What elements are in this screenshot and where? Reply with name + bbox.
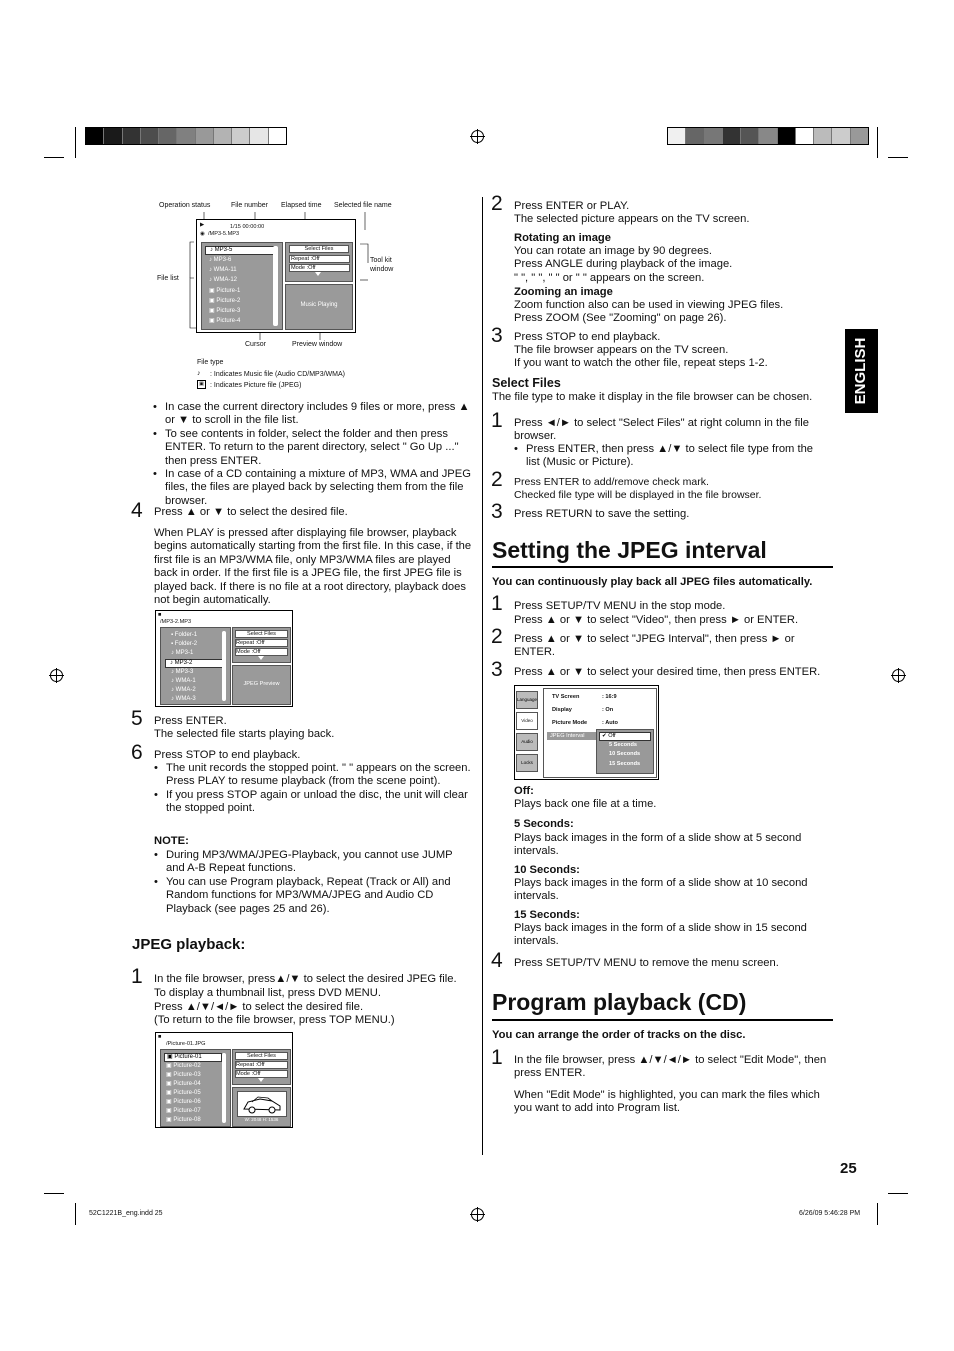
page-number: 25	[840, 1160, 857, 1177]
preview-text: JPEG Preview	[243, 681, 280, 687]
stop-status-icon: ■	[158, 612, 162, 618]
step-number: 1	[491, 409, 503, 432]
jpeg-step-1a: In the file browser, press▲/▼ to select the desired JPEG file.	[154, 973, 457, 985]
registration-mark-icon	[892, 669, 905, 682]
step-2-detail: The selected picture appears on the TV screen.	[514, 213, 750, 225]
list-item[interactable]: ▣ Picture-04	[166, 1081, 201, 1087]
crop-mark	[877, 1203, 878, 1225]
path-text: /MP3-5.MP3	[208, 231, 240, 237]
label-preview-window: Preview window	[292, 341, 343, 348]
fifteen-seconds-desc: Plays back images in the form of a slide show in 15 second intervals.	[514, 922, 807, 948]
rotating-3: " ", " ", " " or " " appears on the screen.	[514, 272, 705, 284]
crop-mark	[75, 1203, 76, 1225]
registration-mark-icon	[50, 669, 63, 682]
file-type-picture: : Indicates Picture file (JPEG)	[210, 382, 302, 389]
preview-panel	[232, 665, 291, 705]
five-seconds-title: 5 Seconds:	[514, 818, 574, 830]
heading-rule	[492, 566, 833, 568]
file-browser-screen-2	[155, 610, 293, 707]
file-browser-screen-1	[196, 219, 356, 333]
program-step-1a: In the file browser, press ▲/▼/◄/► to select "Edit Mode", then press ENTER.	[514, 1054, 827, 1080]
path-text: /MP3-2.MP3	[160, 619, 192, 625]
setting-tv-screen[interactable]: TV Screen	[552, 694, 580, 700]
step-number: 3	[491, 500, 503, 523]
label-elapsed-time: Elapsed time	[281, 202, 322, 209]
off-desc: Plays back one file at a time.	[514, 798, 657, 810]
step-number: 2	[491, 468, 503, 491]
list-item[interactable]: ♪ WMA-3	[171, 696, 196, 702]
select-step-1-bullets	[514, 443, 824, 470]
column-divider	[482, 197, 483, 1155]
step-2-text: Press ENTER or PLAY.	[514, 200, 630, 212]
crop-mark	[888, 157, 908, 158]
list-item[interactable]: ♪ WMA-12	[209, 277, 238, 283]
jpeg-step-1b: To display a thumbnail list, press DVD MENU.	[154, 987, 381, 999]
step-6-text: Press STOP to end playback.	[154, 749, 301, 761]
registration-mark-icon	[471, 130, 484, 143]
tool-kit-panel	[232, 1049, 291, 1085]
tab-language[interactable]: Language	[516, 691, 538, 709]
option-off[interactable]: ✔ Off	[599, 732, 651, 741]
zooming-2: Press ZOOM (See "Zooming" on page 26).	[514, 312, 727, 324]
step-number: 1	[491, 592, 503, 615]
jpeg-interval-heading: Setting the JPEG interval	[492, 537, 767, 563]
setting-picture-mode[interactable]: Picture Mode	[552, 720, 588, 726]
select-files-button[interactable]: Select Files	[235, 1052, 288, 1060]
video-settings-panel	[543, 688, 657, 778]
jpeg-step-4: Press SETUP/TV MENU to remove the menu screen.	[514, 957, 779, 969]
step-6-bullets	[154, 762, 472, 816]
crop-mark	[877, 127, 878, 158]
jpeg-step-1b: Press ▲ or ▼ to select "Video", then press ► or ENTER.	[514, 614, 799, 626]
setup-menu-screen	[514, 685, 659, 780]
option-5-seconds[interactable]: 5 Seconds	[609, 742, 637, 748]
label-file-number: File number	[231, 202, 268, 209]
select-step-1: Press ◄/► to select "Select Files" at right column in the file browser.	[514, 417, 809, 443]
list-item[interactable]: ♪ MP3-1	[171, 650, 194, 656]
label-operation-status: Operation status	[159, 202, 211, 209]
list-item[interactable]: ▣ Picture-05	[166, 1090, 201, 1096]
preview-panel	[285, 284, 353, 330]
ten-seconds-title: 10 Seconds:	[514, 864, 580, 876]
label-selected-file-name: Selected file name	[334, 202, 392, 209]
step-5-detail: The selected file starts playing back.	[154, 728, 335, 740]
zooming-title: Zooming an image	[514, 286, 613, 298]
registration-mark-icon	[471, 1208, 484, 1221]
list-item[interactable]: ▣ Picture-06	[166, 1099, 201, 1105]
color-bar-left	[85, 127, 287, 145]
preview-panel	[232, 1087, 291, 1127]
label-cursor: Cursor	[245, 341, 267, 348]
step-number: 3	[491, 658, 503, 681]
note-title: NOTE:	[154, 835, 189, 847]
select-step-2a: Press ENTER to add/remove check mark.	[514, 476, 709, 488]
step-number: 5	[131, 707, 143, 730]
tab-locks[interactable]: Locks	[516, 754, 538, 772]
chevron-down-icon[interactable]	[258, 1078, 264, 1082]
jpeg-playback-heading: JPEG playback:	[132, 936, 246, 953]
scrollbar[interactable]	[273, 246, 278, 326]
list-item[interactable]: ♪ WMA-2	[171, 687, 196, 693]
file-list-panel	[201, 242, 283, 330]
tab-video[interactable]: Video	[516, 712, 538, 730]
step-4-paragraph: When PLAY is pressed after displaying file browser, playback begins automatically starting from the first file. In this case, if the first file is an MP3/WMA file, only MP3/WMA files are played back in order. If the first file is a JPEG file, the first JPEG file is played back. If there is no file at a root directory, playback does not begin automatically.	[154, 527, 472, 607]
preview-text: Music Playing	[300, 302, 338, 308]
bullet-folder: • To see contents in folder, select the folder and then press ENTER. To return to the parent directory, select " Go Up ..." then press ENTER.	[153, 428, 473, 468]
crop-mark	[75, 127, 76, 158]
repeat-setting[interactable]: Repeat :Off	[235, 639, 288, 647]
jpeg-step-1d: (To return to the file browser, press TOP MENU.)	[154, 1014, 395, 1026]
rotating-1: You can rotate an image by 90 degrees.	[514, 245, 712, 257]
jpeg-step-3: Press ▲ or ▼ to select your desired time, then press ENTER.	[514, 666, 821, 678]
tool-kit-panel	[285, 242, 353, 282]
chevron-down-icon[interactable]	[258, 656, 264, 660]
list-item[interactable]: ▣ Picture-4	[209, 318, 241, 324]
step-number: 4	[131, 499, 143, 522]
step-3-text: Press STOP to end playback.	[514, 331, 661, 343]
program-step-1b: When "Edit Mode" is highlighted, you can mark the files which you want to add into Program list.	[514, 1089, 820, 1115]
five-seconds-desc: Plays back images in the form of a slide show at 5 second intervals.	[514, 832, 802, 858]
value-tv-screen: : 16:9	[602, 694, 617, 700]
list-item[interactable]: ▣ Picture-1	[209, 288, 241, 294]
disc-icon: ◉	[200, 231, 205, 237]
step-number: 3	[491, 324, 503, 347]
file-type-music: : Indicates Music file (Audio CD/MP3/WMA)	[210, 371, 345, 378]
file-type-title: File type	[197, 359, 224, 366]
image-dimensions: W: 2048 H: 1536	[244, 1117, 279, 1122]
option-15-seconds[interactable]: 15 Seconds	[609, 761, 641, 767]
list-item[interactable]: ♪ MP3-6	[209, 257, 232, 263]
setting-display[interactable]: Display	[552, 707, 572, 713]
step-3-detail-2: If you want to watch the other file, repeat steps 1-2.	[514, 357, 768, 369]
step-number: 4	[491, 949, 503, 972]
bullet-scroll: • In case the current directory includes 9 files or more, press ▲ or ▼ to scroll in the file list.	[153, 401, 473, 428]
tab-audio[interactable]: Audio	[516, 733, 538, 751]
list-item[interactable]: ▣ Picture-07	[166, 1108, 201, 1114]
list-item[interactable]: ▣ Picture-2	[209, 298, 241, 304]
play-status-icon: ▶	[200, 222, 205, 228]
program-intro: You can arrange the order of tracks on the disc.	[492, 1029, 746, 1041]
bullet-mixed-cd: • In case of a CD containing a mixture of MP3, WMA and JPEG files, the files are played back by selecting them from the file browser.	[153, 468, 473, 508]
rotating-title: Rotating an image	[514, 232, 611, 244]
heading-rule	[492, 1019, 833, 1021]
list-item[interactable]: ▪ Folder-1	[171, 632, 198, 638]
off-title: Off:	[514, 785, 534, 797]
option-10-seconds[interactable]: 10 Seconds	[609, 751, 641, 757]
select-files-button[interactable]: Select Files	[235, 630, 288, 638]
stop-status-icon: ■	[158, 1034, 162, 1040]
jpeg-step-2: Press ▲ or ▼ to select "JPEG Interval", then press ► or ENTER.	[514, 633, 795, 659]
step-number: 2	[491, 192, 503, 215]
setting-jpeg-interval[interactable]: JPEG Interval	[547, 732, 596, 740]
music-file-icon: ♪	[197, 370, 201, 377]
value-display: : On	[602, 707, 614, 713]
file-list-panel	[160, 627, 231, 705]
english-label: ENGLISH	[852, 337, 869, 405]
crop-mark	[44, 1193, 64, 1194]
jpeg-interval-intro: You can continuously play back all JPEG files automatically.	[492, 576, 813, 588]
select-step-2b: Checked file type will be displayed in the file browser.	[514, 489, 762, 501]
list-item[interactable]: ♪ WMA-1	[171, 678, 196, 684]
step-number: 1	[131, 965, 143, 988]
list-item[interactable]: ▣ Picture-02	[166, 1063, 201, 1069]
repeat-setting[interactable]: Repeat :Off	[289, 255, 350, 263]
tool-kit-panel	[232, 627, 291, 663]
select-files-button[interactable]: Select Files	[289, 245, 349, 253]
file-browser-screen-3	[155, 1032, 293, 1128]
select-step-1-bullet: • Press ENTER, then press ▲/▼ to select file type from the list (Music or Picture).	[514, 443, 824, 470]
step-3-detail: The file browser appears on the TV screen.	[514, 344, 729, 356]
note-1: • During MP3/WMA/JPEG-Playback, you cannot use JUMP and A-B Repeat functions.	[154, 849, 472, 876]
select-files-title: Select Files	[492, 376, 561, 390]
jpeg-step-1a: Press SETUP/TV MENU in the stop mode.	[514, 600, 726, 612]
select-files-desc: The file type to make it display in the file browser can be chosen.	[492, 391, 813, 403]
mode-setting[interactable]: Mode :Off	[235, 648, 288, 656]
value-picture-mode: : Auto	[602, 720, 618, 726]
zooming-1: Zoom function also can be used in viewing JPEG files.	[514, 299, 784, 311]
step-4-text: Press ▲ or ▼ to select the desired file.	[154, 506, 348, 518]
scrollbar[interactable]	[222, 1053, 226, 1123]
step-number: 1	[491, 1046, 503, 1069]
step-number: 2	[491, 625, 503, 648]
color-bar-right	[667, 127, 869, 145]
chevron-down-icon[interactable]	[315, 272, 321, 276]
status-line: 1/15 00:00:00	[230, 224, 265, 230]
list-item[interactable]: ♪ WMA-11	[209, 267, 237, 273]
file-list-panel	[160, 1049, 231, 1127]
note-2: • You can use Program playback, Repeat (Track or All) and Random functions for MP3/WMA/JPEG and Audio CD Playback (see pages 25 and 26).	[154, 876, 472, 916]
thumbnail-image	[237, 1091, 287, 1117]
rotating-2: Press ANGLE during playback of the image.	[514, 258, 733, 270]
jpeg-step-1c: Press ▲/▼/◄/► to select the desired file.	[154, 1001, 364, 1013]
list-item[interactable]: ♪ MP3-2	[165, 659, 223, 668]
list-item[interactable]: ▣ Picture-01	[164, 1053, 222, 1062]
list-item[interactable]: ▣ Picture-03	[166, 1072, 201, 1078]
program-playback-heading: Program playback (CD)	[492, 989, 747, 1015]
bullet-resume: • The unit records the stopped point. " " appears on the screen. Press PLAY to resume playback (from the scene point).	[154, 762, 472, 789]
step-number: 6	[131, 741, 143, 764]
footer-file: 52C1221B_eng.indd 25	[89, 1210, 163, 1217]
list-item[interactable]: ▣ Picture-08	[166, 1117, 201, 1123]
crop-mark	[44, 157, 64, 158]
fifteen-seconds-title: 15 Seconds:	[514, 909, 580, 921]
ten-seconds-desc: Plays back images in the form of a slide show at 10 second intervals.	[514, 877, 808, 903]
label-tool-kit-window: Tool kit window	[370, 257, 394, 273]
mode-setting[interactable]: Mode :Off	[235, 1070, 288, 1078]
car-thumbnail-icon	[238, 1092, 286, 1116]
list-item[interactable]: ♪ MP3-5	[205, 246, 276, 255]
scrollbar[interactable]	[222, 631, 226, 701]
interval-options-list	[596, 729, 654, 774]
bullet-clear: • If you press STOP again or unload the disc, the unit will clear the stopped point.	[154, 789, 472, 816]
list-item[interactable]: ▪ Folder-2	[171, 641, 198, 647]
path-text: /Picture-01.JPG	[166, 1041, 206, 1047]
list-item[interactable]: ♪ MP3-3	[171, 669, 194, 675]
label-file-list: File list	[157, 275, 179, 282]
language-tab	[845, 329, 878, 413]
step-5-text: Press ENTER.	[154, 715, 227, 727]
crop-mark	[888, 1193, 908, 1194]
note-bullets	[154, 849, 472, 916]
mode-setting[interactable]: Mode :Off	[289, 264, 350, 272]
footer-date: 6/26/09 5:46:28 PM	[799, 1210, 861, 1217]
list-item[interactable]: ▣ Picture-3	[209, 308, 241, 314]
repeat-setting[interactable]: Repeat :Off	[235, 1061, 288, 1069]
picture-file-icon: ▣	[197, 380, 206, 389]
select-step-3: Press RETURN to save the setting.	[514, 508, 690, 520]
info-bullets	[153, 401, 473, 508]
